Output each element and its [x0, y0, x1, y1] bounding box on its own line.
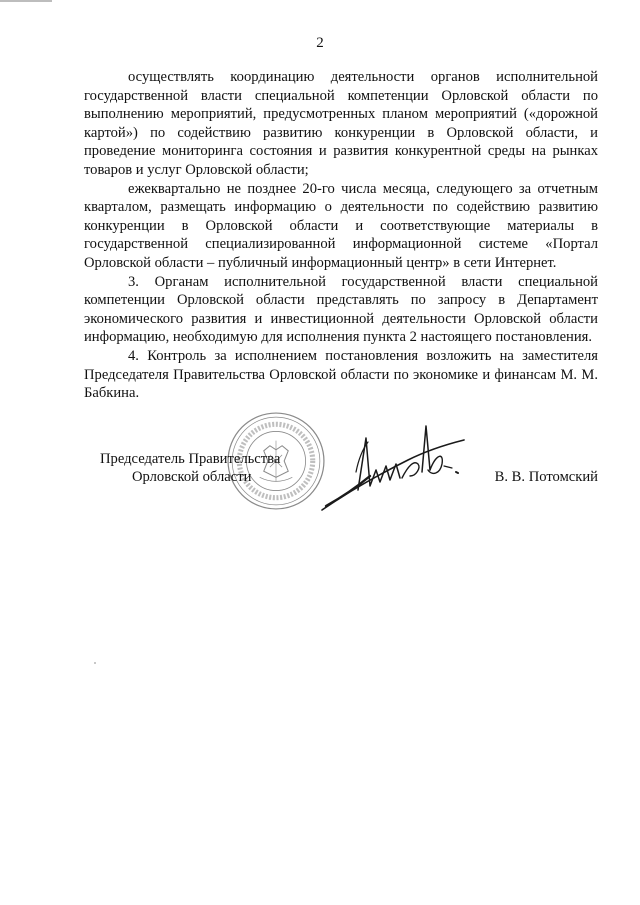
scan-speck [94, 662, 96, 664]
paragraph-quarterly: ежеквартально не позднее 20-го числа месяца, следующего за отчетным кварталом, размещать информацию о деятельности по содействию развитию конкуренции в Орловской области и соответствующие материалы в государственной специализированной информационной системе «Портал Орловской области – публичный информационный центр» в сети Интернет. [84, 180, 598, 271]
paragraph-item-3: 3. Органам исполнительной государственной власти специальной компетенции Орловской области представлять по запросу в Департамент экономического развития и инвестиционной деятельности Орловской области информацию, необходимую для исполнения пункта 2 настоящего постановления. [84, 273, 598, 346]
page-number: 2 [316, 35, 324, 51]
signer-position-line2: Орловской области [132, 469, 252, 485]
paragraph-item-4: 4. Контроль за исполнением постановления возложить на заместителя Председателя Правительства Орловской области по экономике и финансам М. М. Бабкина. [84, 347, 598, 402]
scan-corner-mark [0, 0, 52, 2]
signature-block [0, 410, 640, 520]
signature-icon [318, 420, 468, 515]
signer-name: В. В. Потомский [494, 469, 598, 485]
signer-position-line1: Председатель Правительства [100, 451, 281, 467]
paragraph-coordination: осуществлять координацию деятельности органов исполнительной государственной власти специальной компетенции Орловской области по выполнению мероприятий, предусмотренных планом мероприятий («дорожной картой») по содействию развитию конкуренции в Орловской области, и проведение мониторинга состояния и развития конкурентной среды на рынках товаров и услуг Орловской области; [84, 69, 598, 178]
document-body [84, 68, 598, 403]
